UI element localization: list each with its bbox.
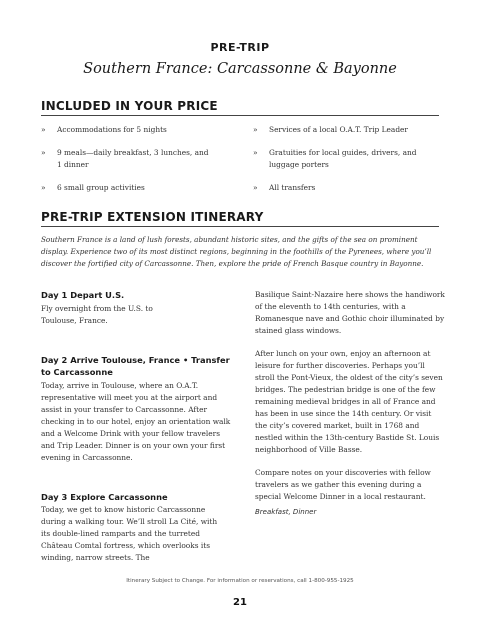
pretrip-label: PRE-TRIP: [210, 41, 270, 54]
included-rule: [41, 115, 439, 116]
double-chevron-right-icon: »: [41, 125, 46, 134]
itinerary-left-column: [41, 289, 231, 564]
included-item: [253, 147, 435, 170]
included-item-text: Accommodations for 5 nights: [57, 125, 167, 134]
day-paragraph: Compare notes on your discoveries with fellow travelers as we gather this evening during a special Welcome Dinner in a local restaurant.: [255, 468, 431, 501]
day-text: Today, we get to know historic Carcassonne during a walking tour. We’ll stroll La Cité, with its double-lined ramparts and the turreted Château Comtal fortress, which overlooks its winding, narrow streets. The: [41, 505, 218, 562]
day-block: [41, 289, 231, 327]
itinerary-intro: Southern France is a land of lush forests, abundant historic sites, and the gifts of the sea on prominent display. Experience two of its most distinct regions, beginning in the foothills of the Pyrenees, where you’ll discover the fortified city of Carcassonne. Then, explore the pride of French Basque country in Bayonne.: [41, 235, 432, 268]
day-heading: Day 2 Arrive Toulouse, France • Transfer to Carcassonne: [41, 354, 230, 377]
included-item-text: Services of a local O.A.T. Trip Leader: [269, 125, 408, 134]
double-chevron-right-icon: »: [253, 125, 258, 134]
double-chevron-right-icon: »: [253, 148, 258, 157]
day-block: [41, 491, 231, 565]
day-block: [41, 354, 231, 464]
day-heading: Day 3 Explore Carcassonne: [41, 491, 168, 502]
double-chevron-right-icon: »: [41, 182, 46, 192]
included-item: [41, 147, 211, 170]
trip-title: Southern France: Carcassonne & Bayonne: [83, 61, 397, 77]
included-item-text: Gratuities for local guides, drivers, and luggage porters: [269, 148, 417, 169]
included-list-right: [253, 124, 441, 205]
included-heading: INCLUDED IN YOUR PRICE: [41, 99, 218, 113]
included-item-text: 6 small group activities: [57, 182, 145, 192]
day-text: Fly overnight from the U.S. to Toulouse, France.: [41, 303, 153, 325]
footer-note: Itinerary Subject to Change. For information or reservations, call 1-800-955-1925: [126, 578, 354, 584]
itinerary-heading: PRE-TRIP EXTENSION ITINERARY: [41, 210, 264, 224]
included-item: [41, 124, 229, 136]
included-item: [253, 124, 441, 136]
included-item-text: 9 meals—daily breakfast, 3 lunches, and 1 dinner: [57, 148, 209, 169]
day-text: Today, arrive in Toulouse, where an O.A.T. representative will meet you at the airport and assist in your transfer to Carcassonne. After checking in to our hotel, enjoy an orientation walk and a Welcome Drink with your fellow travelers and Trip Leader. Dinner is on your own your first evening in Carcassonne.: [41, 380, 231, 462]
day-heading: Day 1 Depart U.S.: [41, 290, 125, 300]
itinerary-rule: [41, 226, 439, 227]
included-item-text: All transfers: [269, 182, 316, 192]
double-chevron-right-icon: »: [41, 148, 46, 157]
included-list-left: [41, 124, 229, 205]
day-paragraph: After lunch on your own, enjoy an afternoon at leisure for further discoveries. Perhaps you’ll stroll the Pont-Vieux, the oldest of the city’s seven bridges. The pedestrian bridge is one of the few remaining medieval bridges in all of France and has been in use since the 14th century. Or visit the city’s covered market, built in 1768 and nestled within the 13th-century Bastide St. Louis neighborhood of Ville Basse.: [255, 349, 443, 454]
page-number: 21: [233, 597, 247, 608]
included-item: [253, 182, 441, 194]
itinerary-right-column: [255, 289, 445, 518]
included-item: [41, 182, 229, 194]
day-paragraph: Basilique Saint-Nazaire here shows the handiwork of the eleventh to 14th centuries, with a Romanesque nave and Gothic choir illuminated by stained glass windows.: [255, 290, 445, 335]
meals-note: Breakfast, Dinner: [255, 508, 317, 516]
double-chevron-right-icon: »: [253, 182, 258, 192]
